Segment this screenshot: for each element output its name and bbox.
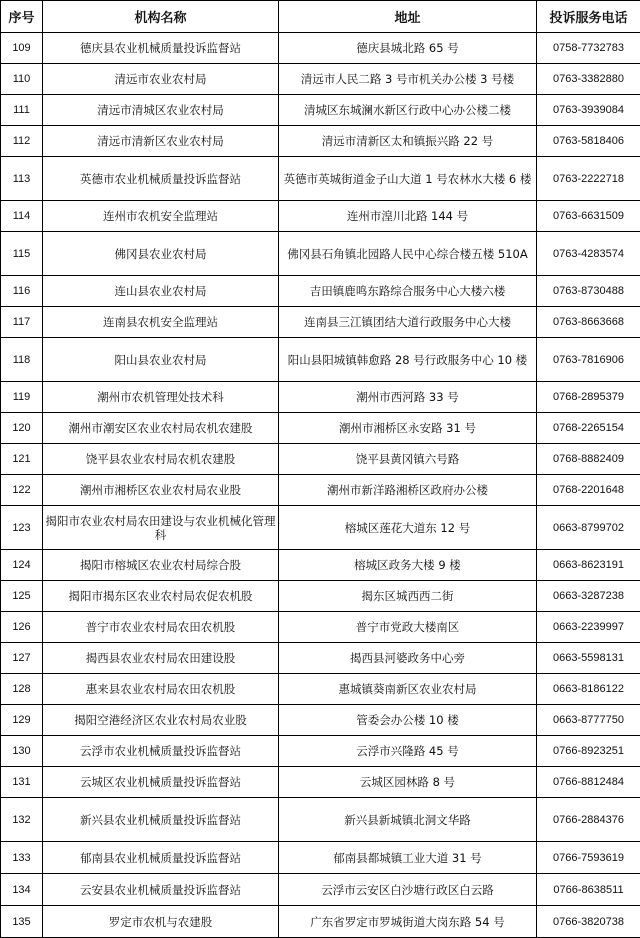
- row-number: 134: [1, 874, 43, 906]
- table-row: [1, 307, 640, 338]
- table-row: [1, 874, 640, 906]
- institution-name: 佛冈县农业农村局: [43, 232, 279, 276]
- row-number: 124: [1, 550, 43, 581]
- table-row: [1, 201, 640, 232]
- table-row: [1, 906, 640, 938]
- complaint-phone: 0766-7593619: [537, 842, 640, 874]
- institution-name: 清远市清新区农业农村局: [43, 126, 279, 157]
- complaint-phone: 0663-8186122: [537, 674, 640, 705]
- table-row: [1, 643, 640, 674]
- table-row: [1, 157, 640, 201]
- table-row: [1, 767, 640, 798]
- institution-name: 揭阳市农业农村局农田建设与农业机械化管理科: [43, 506, 279, 550]
- institution-name: 揭阳市榕城区农业农村局综合股: [43, 550, 279, 581]
- address: 云浮市云安区白沙塘行政区白云路: [279, 874, 537, 906]
- row-number: 109: [1, 33, 43, 64]
- address: 惠城镇葵南新区农业农村局: [279, 674, 537, 705]
- address: 连南县三江镇团结大道行政服务中心大楼: [279, 307, 537, 338]
- complaint-phone: 0663-8623191: [537, 550, 640, 581]
- row-number: 114: [1, 201, 43, 232]
- header-row: [1, 1, 640, 33]
- table-row: [1, 506, 640, 550]
- complaint-phone: 0663-5598131: [537, 643, 640, 674]
- institution-name: 新兴县农业机械质量投诉监督站: [43, 798, 279, 842]
- complaint-phone: 0763-5818406: [537, 126, 640, 157]
- address: 阳山县阳城镇韩愈路 28 号行政服务中心 10 楼: [279, 338, 537, 382]
- complaint-phone: 0768-2895379: [537, 382, 640, 413]
- institution-name: 揭阳空港经济区农业农村局农业股: [43, 705, 279, 736]
- address: 潮州市西河路 33 号: [279, 382, 537, 413]
- address: 榕城区莲花大道东 12 号: [279, 506, 537, 550]
- complaint-phone: 0766-8638511: [537, 874, 640, 906]
- table-row: [1, 232, 640, 276]
- row-number: 111: [1, 95, 43, 126]
- institution-name: 潮州市湘桥区农业农村局农业股: [43, 475, 279, 506]
- row-number: 120: [1, 413, 43, 444]
- complaint-phone: 0766-8923251: [537, 736, 640, 767]
- institution-name: 连南县农机安全监理站: [43, 307, 279, 338]
- complaint-phone: 0763-6631509: [537, 201, 640, 232]
- row-number: 112: [1, 126, 43, 157]
- complaint-phone: 0763-7816906: [537, 338, 640, 382]
- complaint-phone: 0763-8663668: [537, 307, 640, 338]
- complaint-phone: 0766-2884376: [537, 798, 640, 842]
- table-row: [1, 612, 640, 643]
- address: 新兴县新城镇北洞文华路: [279, 798, 537, 842]
- complaint-phone: 0663-8777750: [537, 705, 640, 736]
- row-number: 135: [1, 906, 43, 938]
- table-row: [1, 126, 640, 157]
- address: 榕城区政务大楼 9 楼: [279, 550, 537, 581]
- header-address: 地址: [279, 1, 537, 33]
- institution-name: 云城区农业机械质量投诉监督站: [43, 767, 279, 798]
- address: 郁南县都城镇工业大道 31 号: [279, 842, 537, 874]
- address: 连州市湟川北路 144 号: [279, 201, 537, 232]
- table-row: [1, 736, 640, 767]
- complaint-phone: 0766-3820738: [537, 906, 640, 938]
- row-number: 123: [1, 506, 43, 550]
- address: 普宁市党政大楼南区: [279, 612, 537, 643]
- table-row: [1, 550, 640, 581]
- address: 清远市人民二路 3 号市机关办公楼 3 号楼: [279, 64, 537, 95]
- row-number: 133: [1, 842, 43, 874]
- table-row: [1, 475, 640, 506]
- table-row: [1, 705, 640, 736]
- address: 管委会办公楼 10 楼: [279, 705, 537, 736]
- row-number: 129: [1, 705, 43, 736]
- address: 云城区园林路 8 号: [279, 767, 537, 798]
- table-row: [1, 276, 640, 307]
- row-number: 110: [1, 64, 43, 95]
- institution-name: 潮州市农机管理处技术科: [43, 382, 279, 413]
- address: 广东省罗定市罗城街道大岗东路 54 号: [279, 906, 537, 938]
- table-row: [1, 842, 640, 874]
- institution-name: 清远市清城区农业农村局: [43, 95, 279, 126]
- address: 揭西县河婆政务中心旁: [279, 643, 537, 674]
- table-row: [1, 95, 640, 126]
- complaint-phone: 0663-2239997: [537, 612, 640, 643]
- table-row: [1, 413, 640, 444]
- institution-name: 云安县农业机械质量投诉监督站: [43, 874, 279, 906]
- row-number: 130: [1, 736, 43, 767]
- institution-name: 阳山县农业农村局: [43, 338, 279, 382]
- institution-name: 揭西县农业农村局农田建设股: [43, 643, 279, 674]
- row-number: 125: [1, 581, 43, 612]
- row-number: 117: [1, 307, 43, 338]
- institution-name: 普宁市农业农村局农田农机股: [43, 612, 279, 643]
- row-number: 118: [1, 338, 43, 382]
- table-row: [1, 444, 640, 475]
- row-number: 128: [1, 674, 43, 705]
- row-number: 115: [1, 232, 43, 276]
- complaint-phone: 0763-8730488: [537, 276, 640, 307]
- complaint-phone: 0663-8799702: [537, 506, 640, 550]
- institution-name: 饶平县农业农村局农机农建股: [43, 444, 279, 475]
- institution-name: 云浮市农业机械质量投诉监督站: [43, 736, 279, 767]
- address: 清远市清新区太和镇振兴路 22 号: [279, 126, 537, 157]
- institution-name: 英德市农业机械质量投诉监督站: [43, 157, 279, 201]
- complaint-phone: 0763-3939084: [537, 95, 640, 126]
- complaint-phone: 0763-2222718: [537, 157, 640, 201]
- complaint-phone: 0768-8882409: [537, 444, 640, 475]
- address: 吉田镇鹿鸣东路综合服务中心大楼六楼: [279, 276, 537, 307]
- address: 清城区东城澜水新区行政中心办公楼二楼: [279, 95, 537, 126]
- address: 德庆县城北路 65 号: [279, 33, 537, 64]
- table-row: [1, 674, 640, 705]
- address: 英德市英城街道金子山大道 1 号农林水大楼 6 楼: [279, 157, 537, 201]
- institution-name: 郁南县农业机械质量投诉监督站: [43, 842, 279, 874]
- row-number: 131: [1, 767, 43, 798]
- institution-name: 德庆县农业机械质量投诉监督站: [43, 33, 279, 64]
- address: 潮州市湘桥区永安路 31 号: [279, 413, 537, 444]
- address: 潮州市新洋路湘桥区政府办公楼: [279, 475, 537, 506]
- complaint-phone: 0663-3287238: [537, 581, 640, 612]
- complaint-phone: 0763-4283574: [537, 232, 640, 276]
- complaint-phone: 0758-7732783: [537, 33, 640, 64]
- row-number: 116: [1, 276, 43, 307]
- institution-name: 惠来县农业农村局农田农机股: [43, 674, 279, 705]
- table-row: [1, 382, 640, 413]
- header-complaint-phone: 投诉服务电话: [537, 1, 640, 33]
- table-row: [1, 338, 640, 382]
- institution-name: 潮州市潮安区农业农村局农机农建股: [43, 413, 279, 444]
- header-number: 序号: [1, 1, 43, 33]
- address: 饶平县黄冈镇六号路: [279, 444, 537, 475]
- row-number: 113: [1, 157, 43, 201]
- institution-name: 连山县农业农村局: [43, 276, 279, 307]
- address: 云浮市兴隆路 45 号: [279, 736, 537, 767]
- institution-name: 连州市农机安全监理站: [43, 201, 279, 232]
- address: 揭东区城西西二街: [279, 581, 537, 612]
- row-number: 121: [1, 444, 43, 475]
- row-number: 119: [1, 382, 43, 413]
- complaint-phone: 0768-2265154: [537, 413, 640, 444]
- row-number: 132: [1, 798, 43, 842]
- table-row: [1, 33, 640, 64]
- complaint-phone: 0766-8812484: [537, 767, 640, 798]
- institution-name: 清远市农业农村局: [43, 64, 279, 95]
- table-row: [1, 64, 640, 95]
- row-number: 122: [1, 475, 43, 506]
- table-row: [1, 581, 640, 612]
- address: 佛冈县石角镇北园路人民中心综合楼五楼 510A: [279, 232, 537, 276]
- institution-name: 罗定市农机与农建股: [43, 906, 279, 938]
- row-number: 126: [1, 612, 43, 643]
- row-number: 127: [1, 643, 43, 674]
- complaint-phone: 0768-2201648: [537, 475, 640, 506]
- complaint-phone: 0763-3382880: [537, 64, 640, 95]
- institution-name: 揭阳市揭东区农业农村局农促农机股: [43, 581, 279, 612]
- table-row: [1, 798, 640, 842]
- header-institution-name: 机构名称: [43, 1, 279, 33]
